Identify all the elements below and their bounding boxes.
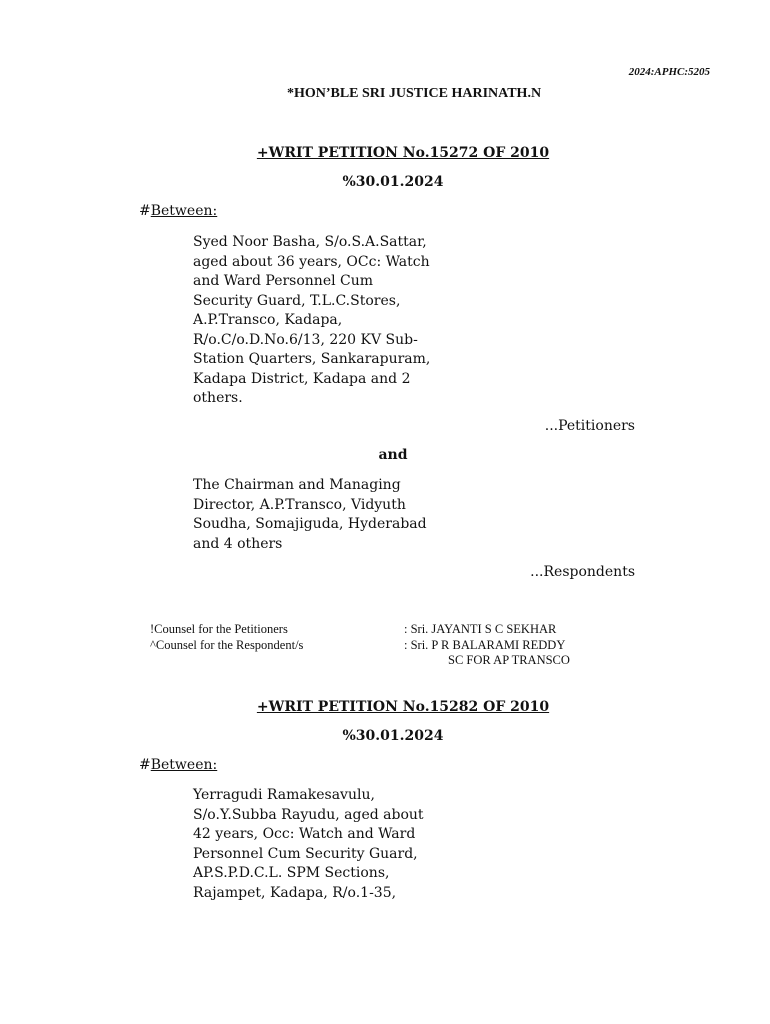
case1-petitioner-line: Syed Noor Basha, S/o.S.A.Sattar, [193,234,427,250]
case1-respondent-line: Director, A.P.Transco, Vidyuth [193,496,406,513]
case1-petitioner-line: Station Quarters, Sankarapuram, [193,351,431,367]
case1-petitioner-line: and Ward Personnel Cum [193,273,374,289]
case2-petitioner-line: 42 years, Occ: Watch and Ward [193,826,416,842]
case2-title [0,699,770,715]
case1-between [139,203,217,219]
case1-petitioner-line: A.P.Transco, Kadapa, [193,312,343,328]
case2-petitioner-block [193,786,458,903]
case1-respondent-block [193,476,458,554]
case1-petitioner-line: Kadapa District, Kadapa and 2 [193,370,411,387]
case1-between-prefix: # [139,203,151,219]
case2-between-prefix: # [139,757,151,773]
counsel-petitioners-value: : Sri. JAYANTI S C SEKHAR [404,622,557,636]
case1-respondents-role: ...Respondents [530,564,635,580]
case1-title-text: +WRIT PETITION No.15272 OF 2010 [256,145,550,161]
case1-petitioners-role: ...Petitioners [544,418,635,434]
case1-title [0,145,770,161]
case2-between-label: Between: [150,757,218,773]
case1-respondent-line: Soudha, Somajiguda, Hyderabad [193,516,427,532]
judge-name: *HON’BLE SRI JUSTICE HARINATH.N [286,86,542,101]
counsel-respondents-value: : Sri. P R BALARAMI REDDY [404,638,566,652]
case1-petitioner-line: others. [193,390,243,406]
counsel-respondents-label: ^Counsel for the Respondent/s [150,638,304,652]
counsel-petitioners-label: !Counsel for the Petitioners [150,622,288,636]
counsel-respondents-value-line2: SC FOR AP TRANSCO [448,653,570,667]
case2-petitioner-line: Yerragudi Ramakesavulu, [193,787,375,803]
case2-petitioner-line: Personnel Cum Security Guard, [193,845,418,862]
case1-date: %30.01.2024 [342,174,444,190]
case2-petitioner-line: S/o.Y.Subba Rayudu, aged about [193,806,424,823]
case1-petitioner-block [193,233,458,409]
case1-petitioner-line: aged about 36 years, OCc: Watch [193,253,430,270]
case1-petitioner-line: Security Guard, T.L.C.Stores, [193,292,401,309]
case2-between [139,757,217,773]
case1-between-label: Between: [150,203,218,219]
case1-respondent-line: The Chairman and Managing [193,477,401,493]
case1-respondent-line: and 4 others [193,535,283,552]
case2-petitioner-line: Rajampet, Kadapa, R/o.1-35, [193,884,397,901]
case1-and: and [378,447,408,463]
neutral-citation: 2024:APHC:5205 [628,66,710,78]
case2-petitioner-line: AP.S.P.D.C.L. SPM Sections, [193,865,390,881]
case2-title-text: +WRIT PETITION No.15282 OF 2010 [256,699,550,715]
case2-date: %30.01.2024 [342,728,444,744]
case1-petitioner-line: R/o.C/o.D.No.6/13, 220 KV Sub- [193,331,418,348]
